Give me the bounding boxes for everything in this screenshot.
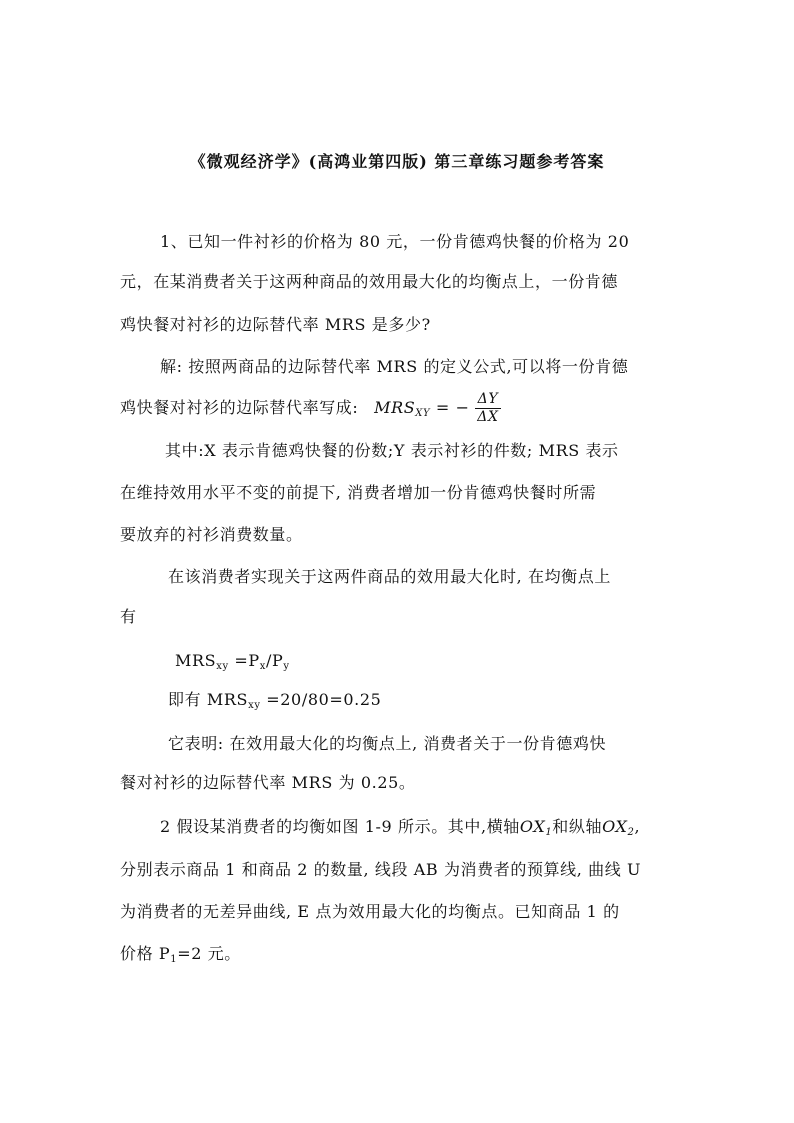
answer-1-line-1: 解: 按照两商品的边际替代率 MRS 的定义公式,可以将一份肯德 bbox=[160, 357, 629, 376]
formula-equals: = − bbox=[435, 398, 470, 417]
answer-1-line-3: 其中:X 表示肯德鸡快餐的份数;Y 表示衬衫的件数; MRS 表示 bbox=[165, 441, 619, 460]
question-2-line-1: 2 假设某消费者的均衡如图 1-9 所示。其中,横轴$OX_1$和纵轴$OX_2$, bbox=[160, 817, 641, 838]
answer-1-line-8: 它表明: 在效用最大化的均衡点上, 消费者关于一份肯德鸡快 bbox=[168, 734, 607, 753]
mrs-symbol: $MRS_{XY}$ bbox=[374, 398, 431, 419]
question-2-line-2: 分别表示商品 1 和商品 2 的数量, 线段 AB 为消费者的预算线, 曲线 U bbox=[120, 860, 642, 879]
delta-fraction bbox=[475, 391, 500, 426]
formula-intro: 鸡快餐对衬衫的边际替代率写成: bbox=[120, 398, 359, 417]
answer-1-line-6: 在该消费者实现关于这两件商品的效用最大化时, 在均衡点上 bbox=[168, 567, 611, 586]
fraction-numerator: ΔY bbox=[475, 391, 500, 409]
answer-1-line-4: 在维持效用水平不变的前提下, 消费者增加一份肯德鸡快餐时所需 bbox=[120, 483, 597, 502]
ox1-symbol: $OX_1$ bbox=[519, 817, 553, 838]
question-2-line-3: 为消费者的无差异曲线, E 点为效用最大化的均衡点。已知商品 1 的 bbox=[120, 902, 620, 921]
equation-2: 即有 $MRS_{xy} =20/80=0.25$ bbox=[168, 690, 382, 711]
document-title: 《微观经济学》(高鸿业第四版) 第三章练习题参考答案 bbox=[189, 152, 605, 171]
question-1-line-2: 元，在某消费者关于这两种商品的效用最大化的均衡点上，一份肯德 bbox=[120, 272, 619, 291]
question-1-line-1: 1、已知一件衬衫的价格为 80 元，一份肯德鸡快餐的价格为 20 bbox=[160, 232, 630, 251]
answer-1-line-9: 餐对衬衫的边际替代率 MRS 为 0.25。 bbox=[120, 773, 416, 792]
question-1-line-3: 鸡快餐对衬衫的边际替代率 MRS 是多少? bbox=[120, 315, 431, 334]
answer-1-line-5: 要放弃的衬衫消费数量。 bbox=[120, 525, 303, 544]
question-2-line-4: 价格 $P_1=2$ 元。 bbox=[120, 944, 241, 965]
ox2-symbol: $OX_2$ bbox=[602, 817, 635, 838]
equation-1: $MRS_{xy} =P_x/P_y$ bbox=[175, 651, 290, 672]
fraction-denominator: ΔX bbox=[477, 409, 499, 425]
answer-1-formula-line bbox=[120, 391, 501, 426]
answer-1-line-7: 有 bbox=[120, 607, 137, 626]
